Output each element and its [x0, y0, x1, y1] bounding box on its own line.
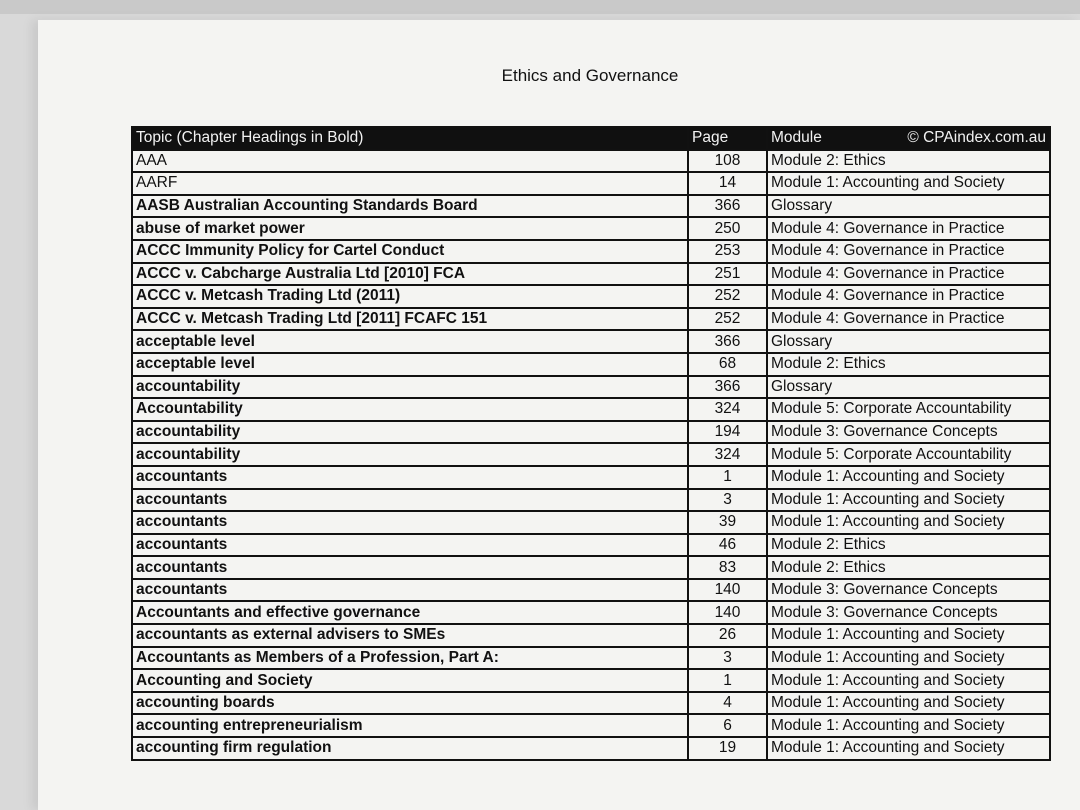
- page-cell: 250: [688, 217, 767, 240]
- page-column-header: Page: [688, 127, 767, 150]
- table-row: [132, 579, 1050, 602]
- page-cell: 324: [688, 443, 767, 466]
- table-row: [132, 263, 1050, 286]
- table-row: [132, 669, 1050, 692]
- topic-cell: Accountability: [132, 398, 688, 421]
- topic-cell: accounting boards: [132, 692, 688, 715]
- table-row: [132, 489, 1050, 512]
- module-cell: Module 4: Governance in Practice: [767, 240, 1050, 263]
- page-cell: 366: [688, 376, 767, 399]
- table-row: [132, 647, 1050, 670]
- topic-cell: accountability: [132, 376, 688, 399]
- page-cell: 6: [688, 714, 767, 737]
- module-cell: Glossary: [767, 330, 1050, 353]
- module-header-label: Module: [771, 129, 822, 147]
- page-cell: 68: [688, 353, 767, 376]
- table-row: [132, 714, 1050, 737]
- module-cell: Module 4: Governance in Practice: [767, 217, 1050, 240]
- page-cell: 1: [688, 669, 767, 692]
- table-row: [132, 398, 1050, 421]
- module-cell: Module 1: Accounting and Society: [767, 737, 1050, 760]
- monitor-bezel: [0, 0, 1080, 14]
- page-cell: 39: [688, 511, 767, 534]
- page-cell: 140: [688, 579, 767, 602]
- table-row: [132, 376, 1050, 399]
- module-cell: Module 3: Governance Concepts: [767, 601, 1050, 624]
- table-row: [132, 240, 1050, 263]
- page-cell: 19: [688, 737, 767, 760]
- topic-cell: accountants as external advisers to SMEs: [132, 624, 688, 647]
- module-cell: Module 4: Governance in Practice: [767, 308, 1050, 331]
- page-cell: 251: [688, 263, 767, 286]
- table-row: [132, 308, 1050, 331]
- table-row: [132, 330, 1050, 353]
- topic-cell: accountants: [132, 534, 688, 557]
- module-cell: Module 1: Accounting and Society: [767, 172, 1050, 195]
- module-column-header: [767, 127, 1050, 150]
- topic-cell: accountants: [132, 579, 688, 602]
- topic-cell: acceptable level: [132, 330, 688, 353]
- topic-cell: Accounting and Society: [132, 669, 688, 692]
- table-row: [132, 217, 1050, 240]
- module-cell: Module 1: Accounting and Society: [767, 669, 1050, 692]
- page-cell: 83: [688, 556, 767, 579]
- topic-cell: ACCC v. Metcash Trading Ltd (2011): [132, 285, 688, 308]
- index-table: [131, 126, 1051, 761]
- page-cell: 14: [688, 172, 767, 195]
- topic-cell: accounting firm regulation: [132, 737, 688, 760]
- page-cell: 46: [688, 534, 767, 557]
- page-cell: 194: [688, 421, 767, 444]
- topic-cell: abuse of market power: [132, 217, 688, 240]
- table-row: [132, 556, 1050, 579]
- page-cell: 252: [688, 285, 767, 308]
- topic-cell: AARF: [132, 172, 688, 195]
- module-cell: Module 1: Accounting and Society: [767, 647, 1050, 670]
- module-cell: Glossary: [767, 195, 1050, 218]
- table-row: [132, 534, 1050, 557]
- topic-cell: AAA: [132, 150, 688, 173]
- page-cell: 324: [688, 398, 767, 421]
- module-cell: Module 4: Governance in Practice: [767, 285, 1050, 308]
- topic-cell: ACCC Immunity Policy for Cartel Conduct: [132, 240, 688, 263]
- page-cell: 3: [688, 647, 767, 670]
- topic-cell: ACCC v. Cabcharge Australia Ltd [2010] FCA: [132, 263, 688, 286]
- table-row: [132, 443, 1050, 466]
- page-cell: 366: [688, 330, 767, 353]
- table-row: [132, 624, 1050, 647]
- module-cell: Module 1: Accounting and Society: [767, 714, 1050, 737]
- topic-cell: accountants: [132, 466, 688, 489]
- table-header-row: [132, 127, 1050, 150]
- page-cell: 4: [688, 692, 767, 715]
- page-cell: 253: [688, 240, 767, 263]
- table-row: [132, 601, 1050, 624]
- copyright-notice: © CPAindex.com.au: [907, 129, 1046, 147]
- table-row: [132, 511, 1050, 534]
- module-cell: Module 1: Accounting and Society: [767, 489, 1050, 512]
- topic-cell: accountants: [132, 489, 688, 512]
- module-cell: Module 5: Corporate Accountability: [767, 443, 1050, 466]
- topic-cell: ACCC v. Metcash Trading Ltd [2011] FCAFC 151: [132, 308, 688, 331]
- page-cell: 366: [688, 195, 767, 218]
- page-cell: 108: [688, 150, 767, 173]
- page-cell: 252: [688, 308, 767, 331]
- topic-cell: accountability: [132, 443, 688, 466]
- module-cell: Module 3: Governance Concepts: [767, 579, 1050, 602]
- topic-cell: accountability: [132, 421, 688, 444]
- topic-cell: acceptable level: [132, 353, 688, 376]
- table-row: [132, 737, 1050, 760]
- module-cell: Module 2: Ethics: [767, 556, 1050, 579]
- module-cell: Module 1: Accounting and Society: [767, 624, 1050, 647]
- page-cell: 1: [688, 466, 767, 489]
- topic-cell: Accountants and effective governance: [132, 601, 688, 624]
- topic-cell: AASB Australian Accounting Standards Board: [132, 195, 688, 218]
- module-cell: Module 2: Ethics: [767, 353, 1050, 376]
- module-cell: Module 2: Ethics: [767, 150, 1050, 173]
- module-cell: Module 1: Accounting and Society: [767, 511, 1050, 534]
- page-cell: 140: [688, 601, 767, 624]
- module-cell: Glossary: [767, 376, 1050, 399]
- table-row: [132, 285, 1050, 308]
- table-row: [132, 692, 1050, 715]
- table-row: [132, 172, 1050, 195]
- table-row: [132, 195, 1050, 218]
- topic-cell: accountants: [132, 511, 688, 534]
- module-cell: Module 4: Governance in Practice: [767, 263, 1050, 286]
- table-row: [132, 353, 1050, 376]
- module-cell: Module 5: Corporate Accountability: [767, 398, 1050, 421]
- index-table-body: [132, 150, 1050, 760]
- page-cell: 26: [688, 624, 767, 647]
- table-row: [132, 421, 1050, 444]
- document-title: Ethics and Governance: [501, 66, 679, 85]
- module-cell: Module 1: Accounting and Society: [767, 692, 1050, 715]
- table-row: [132, 466, 1050, 489]
- topic-cell: accountants: [132, 556, 688, 579]
- table-row: [132, 150, 1050, 173]
- topic-cell: Accountants as Members of a Profession, Part A:: [132, 647, 688, 670]
- module-cell: Module 1: Accounting and Society: [767, 466, 1050, 489]
- page-cell: 3: [688, 489, 767, 512]
- topic-cell: accounting entrepreneurialism: [132, 714, 688, 737]
- module-cell: Module 3: Governance Concepts: [767, 421, 1050, 444]
- topic-column-header: Topic (Chapter Headings in Bold): [132, 127, 688, 150]
- module-cell: Module 2: Ethics: [767, 534, 1050, 557]
